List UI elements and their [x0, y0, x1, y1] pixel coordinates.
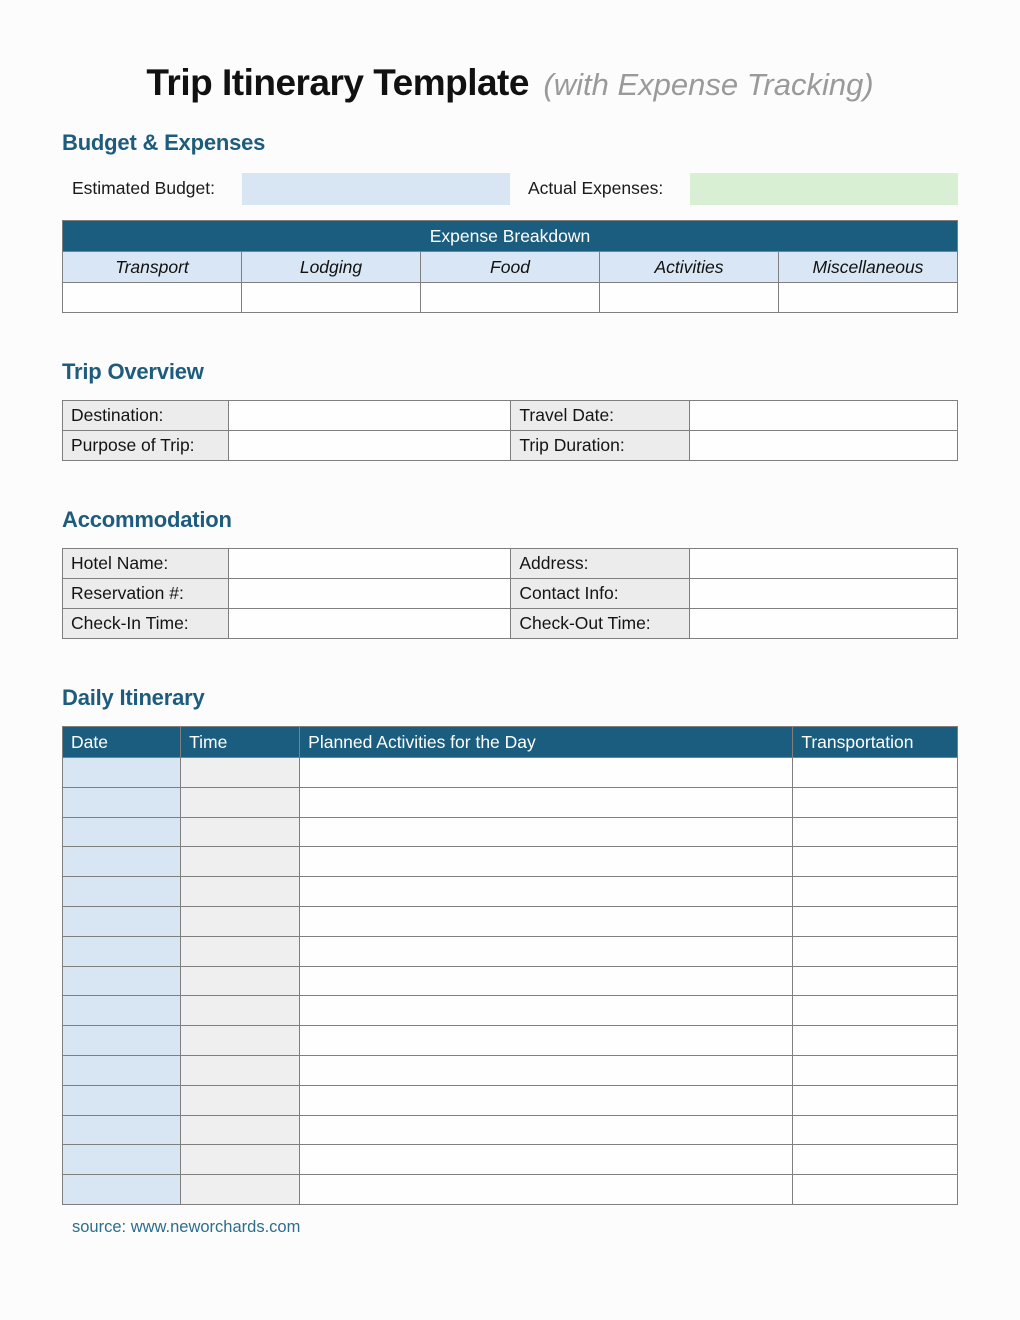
itinerary-transportation-cell[interactable] — [793, 1055, 958, 1085]
itinerary-transportation-cell[interactable] — [793, 996, 958, 1026]
itinerary-activities-cell[interactable] — [300, 996, 793, 1026]
itinerary-date-cell[interactable] — [63, 1026, 181, 1056]
itinerary-time-cell[interactable] — [181, 1145, 300, 1175]
field-row — [63, 401, 958, 431]
itinerary-transportation-cell[interactable] — [793, 817, 958, 847]
itinerary-activities-cell[interactable] — [300, 1026, 793, 1056]
itinerary-row — [63, 906, 958, 936]
itinerary-activities-cell[interactable] — [300, 817, 793, 847]
field-label: Reservation #: — [63, 579, 229, 609]
field-label: Destination: — [63, 401, 229, 431]
itinerary-column-header: Planned Activities for the Day — [300, 727, 793, 758]
itinerary-time-cell[interactable] — [181, 1115, 300, 1145]
itinerary-date-cell[interactable] — [63, 1145, 181, 1175]
field-value-cell[interactable] — [228, 579, 511, 609]
expense-breakdown-title: Expense Breakdown — [63, 221, 958, 252]
itinerary-activities-cell[interactable] — [300, 847, 793, 877]
itinerary-date-cell[interactable] — [63, 906, 181, 936]
itinerary-time-cell[interactable] — [181, 847, 300, 877]
source-attribution: source: www.neworchards.com — [72, 1217, 301, 1236]
page-title-main: Trip Itinerary Template — [146, 62, 529, 103]
expense-column-header: Activities — [600, 252, 779, 283]
itinerary-time-cell[interactable] — [181, 877, 300, 907]
field-label: Hotel Name: — [63, 549, 229, 579]
itinerary-time-cell[interactable] — [181, 758, 300, 788]
expense-breakdown-table — [62, 220, 958, 313]
field-value-cell[interactable] — [228, 431, 511, 461]
field-label: Purpose of Trip: — [63, 431, 229, 461]
itinerary-row — [63, 966, 958, 996]
itinerary-date-cell[interactable] — [63, 1175, 181, 1205]
expense-value-cell[interactable] — [600, 283, 779, 313]
itinerary-activities-cell[interactable] — [300, 787, 793, 817]
itinerary-time-cell[interactable] — [181, 1175, 300, 1205]
field-label: Address: — [511, 549, 690, 579]
page-title — [62, 0, 958, 104]
field-value-cell[interactable] — [690, 549, 958, 579]
itinerary-activities-cell[interactable] — [300, 1055, 793, 1085]
itinerary-transportation-cell[interactable] — [793, 758, 958, 788]
itinerary-row — [63, 1026, 958, 1056]
itinerary-date-cell[interactable] — [63, 847, 181, 877]
itinerary-time-cell[interactable] — [181, 966, 300, 996]
expense-column-header: Lodging — [242, 252, 421, 283]
expense-values-row — [63, 283, 958, 313]
itinerary-activities-cell[interactable] — [300, 877, 793, 907]
itinerary-time-cell[interactable] — [181, 817, 300, 847]
itinerary-transportation-cell[interactable] — [793, 847, 958, 877]
itinerary-header-row — [63, 727, 958, 758]
field-label: Travel Date: — [511, 401, 690, 431]
itinerary-row — [63, 1085, 958, 1115]
itinerary-transportation-cell[interactable] — [793, 1175, 958, 1205]
itinerary-row — [63, 877, 958, 907]
itinerary-date-cell[interactable] — [63, 1115, 181, 1145]
itinerary-time-cell[interactable] — [181, 1085, 300, 1115]
itinerary-row — [63, 1115, 958, 1145]
itinerary-column-header: Date — [63, 727, 181, 758]
accommodation-heading: Accommodation — [62, 507, 232, 532]
field-row — [63, 431, 958, 461]
itinerary-row — [63, 787, 958, 817]
expense-column-header: Food — [421, 252, 600, 283]
estimated-budget-label: Estimated Budget: — [72, 178, 215, 198]
itinerary-row — [63, 817, 958, 847]
estimated-budget-input[interactable] — [242, 173, 510, 205]
itinerary-transportation-cell[interactable] — [793, 1115, 958, 1145]
field-value-cell[interactable] — [228, 549, 511, 579]
itinerary-transportation-cell[interactable] — [793, 966, 958, 996]
field-row — [63, 579, 958, 609]
page-title-subtitle: (with Expense Tracking) — [543, 67, 874, 102]
itinerary-date-cell[interactable] — [63, 966, 181, 996]
field-value-cell[interactable] — [228, 401, 511, 431]
itinerary-transportation-cell[interactable] — [793, 1085, 958, 1115]
itinerary-activities-cell[interactable] — [300, 1085, 793, 1115]
actual-expenses-label: Actual Expenses: — [528, 178, 664, 198]
field-label: Trip Duration: — [511, 431, 690, 461]
expense-column-header: Transport — [63, 252, 242, 283]
expense-breakdown-title-row — [63, 221, 958, 252]
itinerary-transportation-cell[interactable] — [793, 787, 958, 817]
itinerary-date-cell[interactable] — [63, 1055, 181, 1085]
field-row — [63, 549, 958, 579]
field-value-cell[interactable] — [690, 609, 958, 639]
itinerary-row — [63, 1145, 958, 1175]
itinerary-date-cell[interactable] — [63, 936, 181, 966]
itinerary-transportation-cell[interactable] — [793, 877, 958, 907]
daily-itinerary-heading: Daily Itinerary — [62, 685, 205, 710]
itinerary-date-cell[interactable] — [63, 996, 181, 1026]
itinerary-activities-cell[interactable] — [300, 906, 793, 936]
field-value-cell[interactable] — [228, 609, 511, 639]
itinerary-activities-cell[interactable] — [300, 1115, 793, 1145]
itinerary-date-cell[interactable] — [63, 877, 181, 907]
field-value-cell[interactable] — [690, 401, 958, 431]
field-row — [63, 609, 958, 639]
itinerary-date-cell[interactable] — [63, 1085, 181, 1115]
itinerary-time-cell[interactable] — [181, 996, 300, 1026]
itinerary-row — [63, 847, 958, 877]
itinerary-row — [63, 936, 958, 966]
itinerary-time-cell[interactable] — [181, 1055, 300, 1085]
itinerary-column-header: Time — [181, 727, 300, 758]
field-label: Check-In Time: — [63, 609, 229, 639]
itinerary-time-cell[interactable] — [181, 1026, 300, 1056]
itinerary-activities-cell[interactable] — [300, 936, 793, 966]
itinerary-transportation-cell[interactable] — [793, 906, 958, 936]
expense-value-cell[interactable] — [242, 283, 421, 313]
itinerary-activities-cell[interactable] — [300, 1145, 793, 1175]
itinerary-activities-cell[interactable] — [300, 1175, 793, 1205]
itinerary-activities-cell[interactable] — [300, 758, 793, 788]
itinerary-row — [63, 1175, 958, 1205]
field-label: Check-Out Time: — [511, 609, 690, 639]
itinerary-transportation-cell[interactable] — [793, 1026, 958, 1056]
actual-expenses-input[interactable] — [690, 173, 958, 205]
itinerary-time-cell[interactable] — [181, 906, 300, 936]
field-value-cell[interactable] — [690, 431, 958, 461]
field-value-cell[interactable] — [690, 579, 958, 609]
accommodation-table — [62, 548, 958, 639]
expense-columns-row — [63, 252, 958, 283]
itinerary-column-header: Transportation — [793, 727, 958, 758]
itinerary-time-cell[interactable] — [181, 936, 300, 966]
expense-value-cell[interactable] — [779, 283, 958, 313]
itinerary-date-cell[interactable] — [63, 787, 181, 817]
itinerary-row — [63, 996, 958, 1026]
budget-expenses-heading: Budget & Expenses — [62, 130, 266, 155]
expense-value-cell[interactable] — [421, 283, 600, 313]
itinerary-activities-cell[interactable] — [300, 966, 793, 996]
trip-overview-heading: Trip Overview — [62, 359, 204, 384]
itinerary-time-cell[interactable] — [181, 787, 300, 817]
expense-value-cell[interactable] — [63, 283, 242, 313]
field-label: Contact Info: — [511, 579, 690, 609]
itinerary-date-cell[interactable] — [63, 817, 181, 847]
trip-overview-table — [62, 400, 958, 461]
itinerary-row — [63, 1055, 958, 1085]
itinerary-date-cell[interactable] — [63, 758, 181, 788]
expense-column-header: Miscellaneous — [779, 252, 958, 283]
budget-row — [62, 173, 958, 205]
daily-itinerary-table — [62, 726, 958, 1205]
itinerary-transportation-cell[interactable] — [793, 936, 958, 966]
itinerary-transportation-cell[interactable] — [793, 1145, 958, 1175]
itinerary-row — [63, 758, 958, 788]
